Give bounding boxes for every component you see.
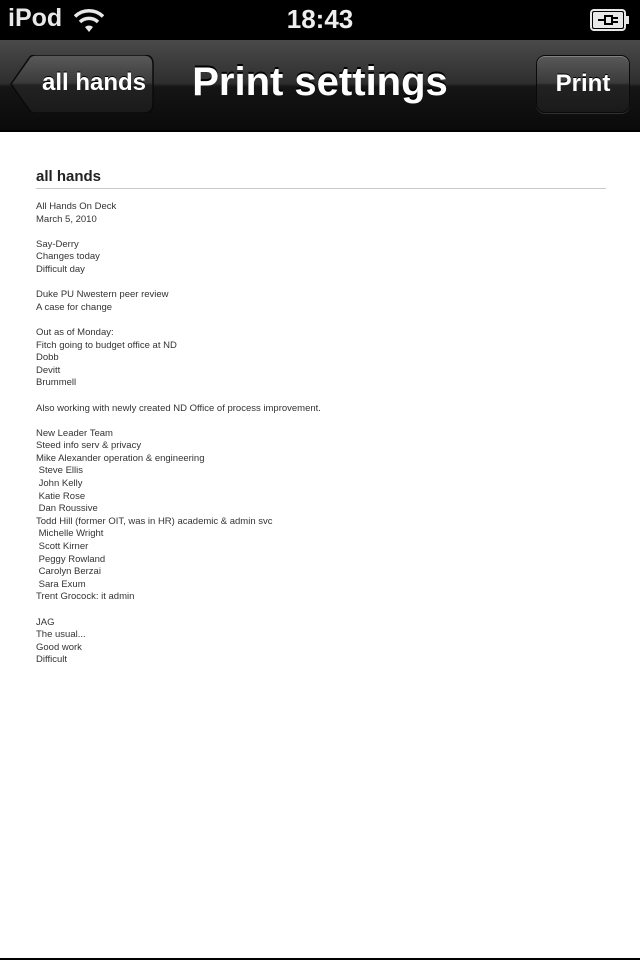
document-line: [36, 604, 606, 617]
document-title: all hands: [36, 168, 606, 189]
document-line: Difficult: [36, 654, 67, 666]
document-line: March 5, 2010: [36, 213, 97, 225]
document-line: A case for change: [36, 301, 113, 313]
page-title: Print settings: [192, 60, 448, 104]
document-line: John Kelly: [36, 478, 83, 490]
document-line: All Hands On Deck: [36, 201, 117, 212]
battery-charging-icon: [590, 9, 630, 31]
document-line: Michelle Wright: [36, 528, 104, 540]
document-line: Out as of Monday:: [36, 326, 114, 338]
document-line: [36, 226, 606, 239]
document-line: [36, 277, 606, 290]
carrier-label: iPod: [8, 4, 63, 32]
document-line: [36, 314, 606, 327]
print-preview: [0, 132, 640, 960]
navigation-bar: [0, 40, 640, 132]
document-line: JAG: [36, 616, 55, 628]
document-line: Steed info serv & privacy: [36, 440, 142, 452]
document-line: Difficult day: [36, 263, 85, 275]
document-line: Scott Kirner: [36, 541, 89, 553]
document-line: New Leader Team: [36, 427, 113, 439]
document-line: Duke PU Nwestern peer review: [36, 289, 169, 301]
document-line: Changes today: [36, 251, 100, 263]
back-button-label: all hands: [41, 69, 147, 96]
document-line: Good work: [36, 641, 82, 653]
status-time: 18:43: [286, 4, 354, 34]
document-line: Dan Roussive: [36, 503, 98, 515]
document-line: Brummell: [36, 377, 77, 389]
status-bar: [0, 0, 640, 40]
document-line: Steve Ellis: [36, 465, 83, 477]
document-line: Todd Hill (former OIT, was in HR) academic & admin svc: [36, 515, 273, 527]
document-line: Dobb: [36, 352, 59, 364]
document-line: Trent Grocock: it admin: [36, 591, 135, 603]
document-page: [36, 168, 606, 667]
document-line: Carolyn Berzai: [36, 566, 101, 578]
document-line: The usual...: [36, 629, 86, 641]
document-line: Say-Derry: [36, 238, 79, 250]
document-line: [36, 415, 606, 428]
document-line: Katie Rose: [36, 490, 86, 502]
document-line: Devitt: [36, 364, 61, 376]
document-line: Fitch going to budget office at ND: [36, 339, 177, 351]
document-body: [36, 201, 606, 667]
document-line: [36, 390, 606, 403]
document-line: Peggy Rowland: [36, 553, 106, 565]
print-button[interactable]: Print: [536, 55, 630, 113]
document-line: Sara Exum: [36, 578, 86, 590]
document-line: Mike Alexander operation & engineering: [36, 452, 205, 464]
document-line: Also working with newly created ND Office of process improvement.: [36, 402, 321, 414]
